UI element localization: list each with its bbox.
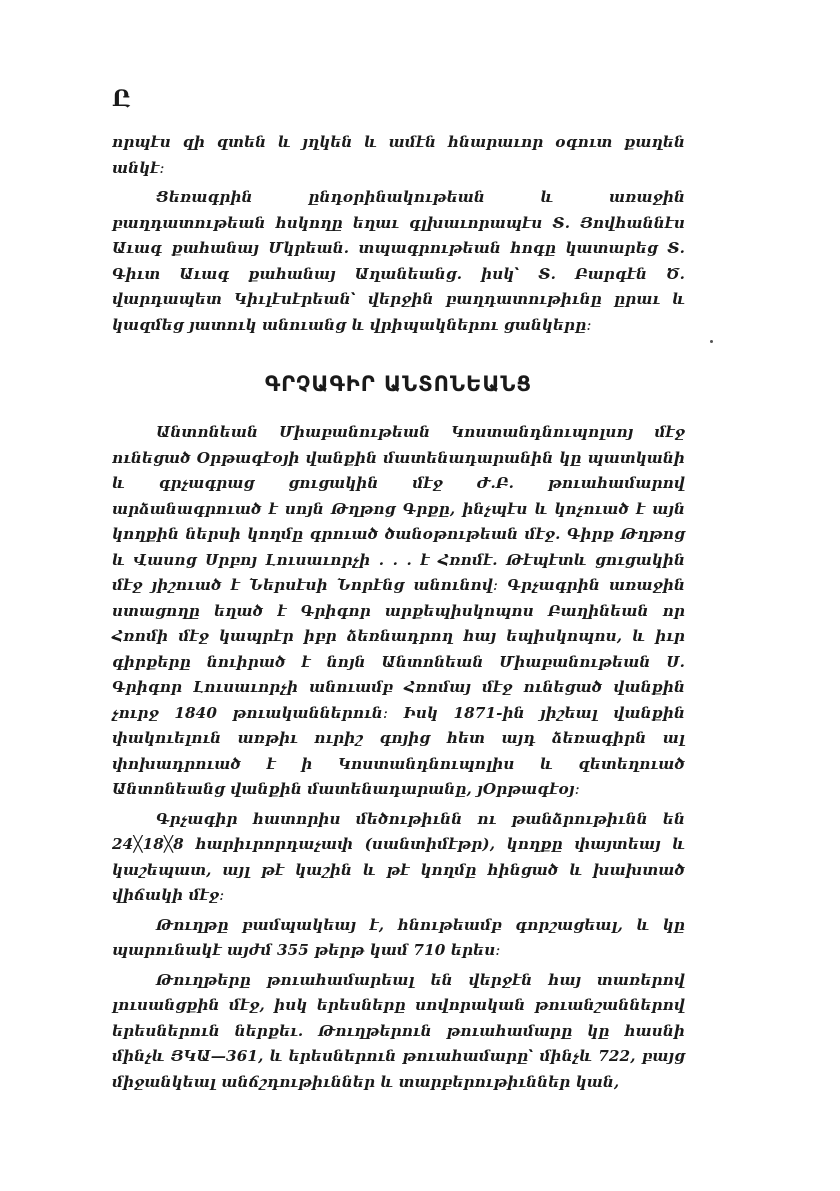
paragraph-foliation: Թուղթերը թուահամարեալ են վերջէն հայ տառերով լուսանցքին մէջ, իսկ երեսները սովորական թուանշաններով երեսներուն ներքեւ. Թուղթերուն թուահամարը կը հասնի մինչև ՅԿԱ—361, և երեսներուն թուահամարը՝ մինչև 722, բայց միջանկեալ անճշդութիւններ և տարբերութիւններ կան, (112, 970, 685, 1091)
section-heading: ԳՐՉԱԳԻՐ ԱՆՏՈՆԵԱՆՑ (264, 372, 533, 396)
manuscript-description (112, 420, 685, 1099)
intro-paragraph-credits: Ցեռագրին ընդօրինակութեան և առաջին բաղդատութեան հսկողը եղաւ գլխաւորապէս Տ. Յովհաննէս Աւագ քահանայ Մկրեան. տպագրութեան հոգը կատարեց Տ. Գիւտ Աւագ քահանայ Աղանեանց. իսկ՝ Տ. Բարգէն Ծ. վարդապետ Կիւլէսէրեան՝ վերջին բաղդատութիւնը ըրաւ և կազմեց յատուկ անուանց և վրիպակներու ցանկերը։ (112, 188, 685, 334)
intro-text (112, 130, 685, 342)
print-speck (710, 340, 713, 343)
paragraph-paper: Թուղթը բամպակեայ է, հնութեամբ գորշացեալ, և կը պարունակէ այժմ 355 թերթ կամ 710 երես։ (112, 915, 685, 959)
paragraph-provenance: Անտոնեան Միաբանութեան Կոստանդնուպոլսոյ մէջ ունեցած Օրթագէօյի վանքին մատենադարանին կը պատկանի և գրչագրաց ցուցակին մէջ Ժ.Բ. թուահամարով արձանագրուած է սոյն Թղթոց Գրքը, ինչպէս և կոչուած է այն կողքին ներսի կողմը գրուած ծանօթութեան մէջ. Գիրք Թղթոց և Վասոց Սրբոյ Լուսաւորչի . . . է Հռոմէ. Թէպէտև ցուցակին մէջ յիշուած է Ներսէսի Նորէնց անունով։ Գրչագրին առաջին ստացողը եղած է Գրիգոր արքեպիսկոպոս Բաղինեան որ Հռոմի մէջ կապրէր իբր ձեռնադրող հայ եպիսկոպոս, և իւր գիրքերը նուիրած է նոյն Անտոնեան Միաբանութեան Ս. Գրիգոր Լուսաւորչի անուամբ Հռոմայ մէջ ունեցած վանքին չուրջ 1840 թուականներուն։ Իսկ 1871-ին յիշեալ վանքին փակուելուն առթիւ ուրիշ գոյից հետ այդ ձեռագիրն ալ փոխադրուած է ի Կոստանդնուպոլիս և զետեղուած Անտոնեանց վանքին մատենադարանը, յՕրթագէօյ։ (112, 423, 685, 798)
paragraph-dimensions: Գրչագիր հատորիս մեծութիւնն ու թանձրութիւնն են 24╳18╳8 հարիւրորդաչափ (սանտիմէթր), կողքը փայտեայ և կաշեպատ, այլ թէ կաշին և թէ կողմը հինցած և խախտած վիճակի մէջ։ (112, 809, 685, 904)
intro-paragraph-continued: որպէս զի զտեն և յղկեն և ամէն հնարաւոր օգուտ քաղեն անկէ։ (112, 133, 685, 177)
page-marker: Ը (112, 86, 131, 112)
